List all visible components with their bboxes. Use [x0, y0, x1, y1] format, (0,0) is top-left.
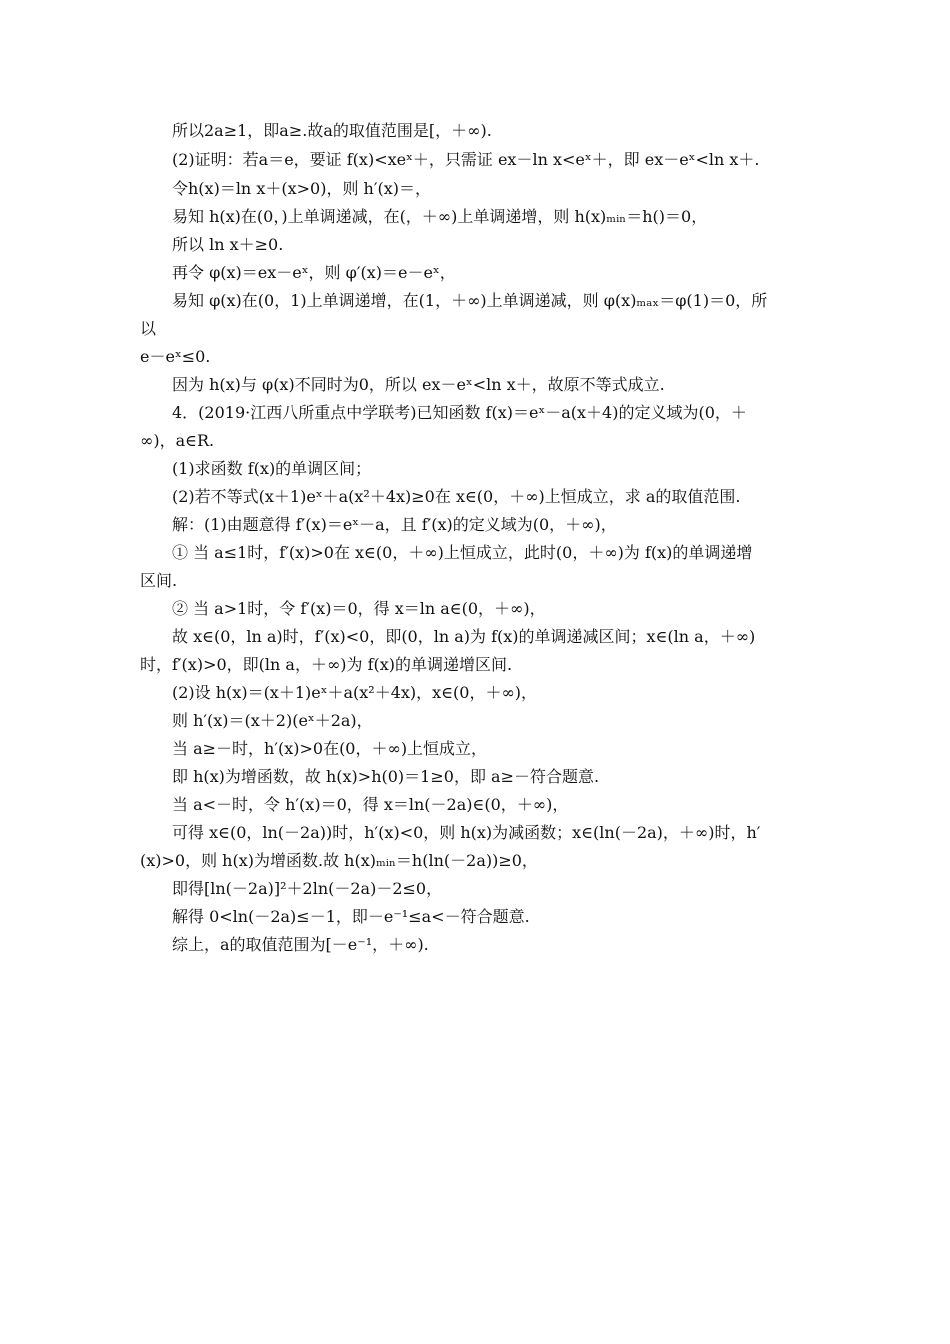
- text-line: 因为 h(x)与 φ(x)不同时为0，所以 ex－eˣ<ln x＋，故原不等式成立.: [172, 375, 665, 394]
- text-line: 时，f′(x)>0，即(ln a，＋∞)为 f(x)的单调递增区间.: [140, 655, 513, 674]
- text-line: 易知 h(x)在(0，)上单调递减，在(，＋∞)上单调递增，则 h(x)ₘᵢₙ＝h()＝0，: [172, 207, 708, 226]
- text-line: 可得 x∈(0，ln(－2a))时，h′(x)<0，则 h(x)为减函数；x∈(ln(－2a)，＋∞)时，h′: [172, 823, 761, 842]
- text-line: ① 当 a≤1时，f′(x)>0在 x∈(0，＋∞)上恒成立，此时(0，＋∞)为 f(x)的单调递增: [172, 543, 753, 562]
- text-line: 则 h′(x)＝(x＋2)(eˣ＋2a)，: [172, 711, 373, 730]
- text-line: (2)证明：若a＝e，要证 f(x)<xeˣ＋，只需证 ex－ln x<eˣ＋，即 ex－eˣ<ln x＋.: [172, 150, 760, 169]
- text-line: (1)求函数 f(x)的单调区间；: [172, 459, 372, 478]
- text-line: (2)设 h(x)＝(x＋1)eˣ＋a(x²＋4x)，x∈(0，＋∞)，: [172, 683, 538, 702]
- question-heading: 4．(2019·江西八所重点中学联考)已知函数 f(x)＝eˣ－a(x＋4)的定义域为(0，＋: [172, 403, 747, 422]
- text-line: e－eˣ≤0.: [140, 347, 211, 366]
- text-line: 综上，a的取值范围为[－e⁻¹，＋∞).: [172, 935, 429, 954]
- text-line: 再令 φ(x)＝ex－eˣ，则 φ′(x)＝e－eˣ，: [172, 263, 456, 282]
- text-line: 易知 φ(x)在(0，1)上单调递增，在(1，＋∞)上单调递减，则 φ(x)ₘₐₓ＝φ(1)＝0，所: [172, 291, 768, 310]
- text-line: 令h(x)＝ln x＋(x>0)，则 h′(x)＝，: [172, 179, 431, 198]
- text-line: 当 a<－时，令 h′(x)＝0，得 x＝ln(－2a)∈(0，＋∞)，: [172, 795, 569, 814]
- text-line: (x)>0，则 h(x)为增函数.故 h(x)ₘᵢₙ＝h(ln(－2a))≥0，: [140, 851, 538, 870]
- text-line: (2)若不等式(x＋1)eˣ＋a(x²＋4x)≥0在 x∈(0，＋∞)上恒成立，求 a的取值范围.: [172, 487, 741, 506]
- text-line: 解得 0<ln(－2a)≤－1，即－e⁻¹≤a<－符合题意.: [172, 907, 530, 926]
- text-line: 以: [140, 319, 157, 338]
- text-line: ∞)，a∈R.: [140, 431, 215, 450]
- text-line: 解：(1)由题意得 f′(x)＝eˣ－a，且 f′(x)的定义域为(0，＋∞)，: [172, 515, 617, 534]
- text-line: ② 当 a>1时，令 f′(x)＝0，得 x＝ln a∈(0，＋∞)，: [172, 599, 546, 618]
- text-line: 区间.: [140, 571, 178, 590]
- text-line: 当 a≥－时，h′(x)>0在(0，＋∞)上恒成立，: [172, 739, 488, 758]
- text-line: 所以 ln x＋≥0.: [172, 235, 284, 254]
- text-line: 即得[ln(－2a)]²＋2ln(－2a)－2≤0，: [172, 879, 443, 898]
- text-line: 故 x∈(0，ln a)时，f′(x)<0，即(0，ln a)为 f(x)的单调递减区间；x∈(ln a，＋∞): [172, 627, 756, 646]
- text-line: 所以2a≥1，即a≥.故a的取值范围是[，＋∞).: [172, 121, 492, 140]
- text-line: 即 h(x)为增函数，故 h(x)>h(0)＝1≥0，即 a≥－符合题意.: [172, 767, 600, 786]
